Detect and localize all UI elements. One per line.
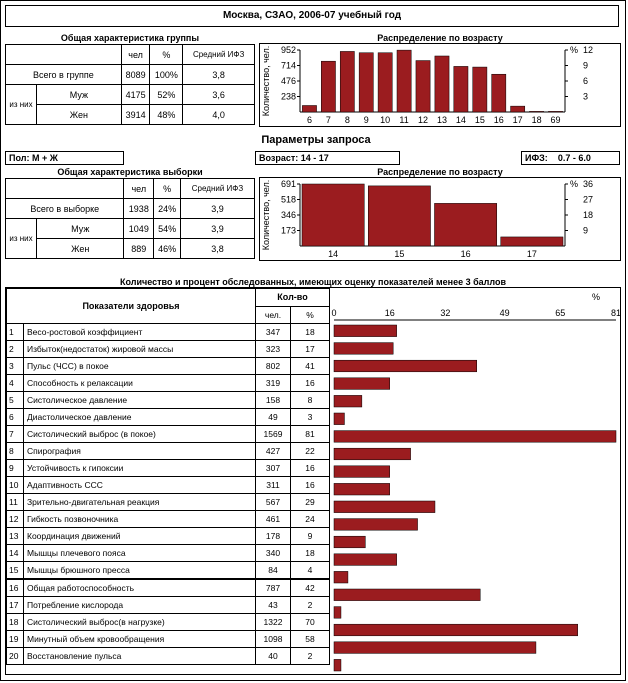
params-title: Параметры запроса: [261, 134, 371, 146]
age-chart-all-frame: [259, 43, 621, 127]
age-all-bar: [511, 106, 525, 112]
health-bar: [334, 466, 390, 478]
health-bar: [334, 325, 397, 337]
health-row-indicator: Систолический выброс(в нагрузке): [24, 614, 256, 631]
age-sample-bar: [302, 184, 364, 246]
age-sample-xtick-label: 15: [394, 249, 405, 259]
health-row: [7, 597, 330, 614]
age-chart-sample-frame: [259, 177, 621, 261]
age-all-y2tick-label: 6: [583, 76, 589, 86]
group-f-count: 3914: [121, 105, 150, 125]
health-xtick-label: 49: [499, 308, 510, 318]
age-sample-ytick-label: 346: [280, 210, 296, 220]
age-all-ytick-label: 714: [280, 60, 296, 71]
health-row: [7, 494, 330, 511]
age-all-y2tick-label: 3: [583, 91, 589, 102]
group-total-label: Всего в группе: [6, 65, 122, 85]
sample-total-pct: 24%: [154, 199, 181, 219]
age-all-xtick-label: 14: [455, 115, 466, 125]
health-bar: [334, 571, 348, 583]
health-table: [6, 288, 330, 665]
age-all-bar: [397, 50, 411, 112]
age-all-bar: [302, 105, 316, 112]
health-row: [7, 545, 330, 562]
health-row: [7, 375, 330, 392]
health-row-pct: 58: [291, 631, 330, 648]
health-row-number: 10: [7, 477, 24, 494]
sample-m-label: Муж: [37, 219, 124, 239]
health-row-pct: 18: [291, 324, 330, 341]
age-all-xtick-label: 9: [363, 115, 369, 125]
age-sample-xtick-label: 14: [328, 249, 339, 259]
health-row-count: 427: [256, 443, 291, 460]
health-row-pct: 16: [291, 460, 330, 477]
age-sample-y2tick-label: 18: [583, 210, 594, 220]
health-bar: [334, 378, 390, 390]
health-pct-unit: %: [592, 292, 601, 302]
group-f-pct: 48%: [150, 105, 183, 125]
health-bar: [334, 413, 344, 425]
param-ifz: [521, 151, 620, 165]
health-row-indicator: Избыток(недостаток) жировой массы: [24, 341, 256, 358]
health-row-pct: 29: [291, 494, 330, 511]
health-row-number: 12: [7, 511, 24, 528]
health-xtick-label: 65: [555, 308, 566, 318]
param-age: Возраст: 14 - 17: [255, 151, 400, 165]
age-sample-ylabel: Количество, чел.: [261, 179, 271, 251]
health-row-count: 1098: [256, 631, 291, 648]
health-row-count: 178: [256, 528, 291, 545]
age-all-xtick-label: 6: [306, 115, 312, 125]
health-row-number: 9: [7, 460, 24, 477]
age-all-xtick-label: 17: [512, 115, 523, 125]
health-bar: [334, 395, 362, 407]
sample-f-label: Жен: [37, 239, 124, 259]
health-bar: [334, 501, 435, 513]
sample-f-ifz: 3,8: [180, 239, 254, 259]
health-bar: [334, 642, 536, 654]
param-ifz-value: 0.7 - 6.0: [557, 153, 591, 163]
health-row-pct: 3: [291, 409, 330, 426]
age-all-xtick-label: 16: [493, 115, 504, 125]
age-all-bar: [473, 67, 487, 112]
health-row-indicator: Общая работоспособность: [24, 579, 256, 597]
age-all-ytick-label: 476: [280, 76, 296, 86]
age-sample-bar: [368, 186, 430, 246]
age-all-ytick-label: 238: [280, 91, 296, 102]
health-row-pct: 16: [291, 375, 330, 392]
group-m-label: Муж: [37, 85, 122, 105]
health-row-number: 3: [7, 358, 24, 375]
health-row: [7, 426, 330, 443]
health-row-indicator: Систолическое давление: [24, 392, 256, 409]
health-row-indicator: Устойчивость к гипоксии: [24, 460, 256, 477]
health-row-pct: 18: [291, 545, 330, 562]
age-sample-xtick-label: 16: [460, 249, 471, 259]
age-sample-y2tick-label: 36: [583, 179, 594, 189]
group-table: [5, 44, 255, 125]
age-all-xtick-label: 7: [325, 115, 331, 125]
age-sample-y2-unit: %: [570, 179, 579, 189]
health-row-count: 567: [256, 494, 291, 511]
health-row: [7, 341, 330, 358]
health-row-pct: 70: [291, 614, 330, 631]
health-xtick-label: 81: [610, 308, 622, 318]
health-row-indicator: Диастолическое давление: [24, 409, 256, 426]
age-all-xtick-label: 10: [380, 115, 391, 125]
health-h-indicator: Показатели здоровья: [7, 289, 256, 324]
health-xtick-label: 16: [384, 308, 395, 318]
health-h-count-n: чел.: [256, 306, 291, 324]
health-row-count: 802: [256, 358, 291, 375]
health-bar: [334, 483, 390, 495]
health-xtick-label: 0: [331, 308, 337, 318]
health-row-indicator: Потребление кислорода: [24, 597, 256, 614]
health-row-indicator: Минутный объем кровообращения: [24, 631, 256, 648]
health-row-number: 7: [7, 426, 24, 443]
sample-f-count: 889: [124, 239, 154, 259]
health-row: [7, 614, 330, 631]
health-row-indicator: Адаптивность ССС: [24, 477, 256, 494]
age-all-bar: [530, 111, 544, 112]
sample-total-ifz: 3,9: [180, 199, 254, 219]
age-sample-ytick-label: 518: [280, 194, 296, 205]
age-all-bar: [492, 74, 506, 112]
health-row-count: 49: [256, 409, 291, 426]
age-sample-bar: [501, 237, 563, 246]
sample-h-count: чел: [124, 179, 154, 199]
age-all-xtick-label: 15: [474, 115, 485, 125]
health-row: [7, 631, 330, 648]
group-m-ifz: 3,6: [183, 85, 255, 105]
health-row: [7, 511, 330, 528]
age-all-xtick-label: 11: [399, 115, 409, 125]
health-row-number: 5: [7, 392, 24, 409]
health-row-pct: 22: [291, 443, 330, 460]
health-row-indicator: Пульс (ЧСС) в покое: [24, 358, 256, 375]
health-row-pct: 24: [291, 511, 330, 528]
health-bar: [334, 536, 365, 548]
health-row: [7, 648, 330, 665]
health-row: [7, 392, 330, 409]
health-row-count: 40: [256, 648, 291, 665]
health-row-pct: 2: [291, 597, 330, 614]
health-row: [7, 324, 330, 341]
health-row-number: 14: [7, 545, 24, 562]
health-row-number: 6: [7, 409, 24, 426]
age-chart-all: [260, 44, 620, 126]
age-sample-ytick-label: 173: [280, 225, 296, 236]
health-row-count: 307: [256, 460, 291, 477]
age-chart-sample: [260, 178, 620, 260]
param-sex: Пол: М + Ж: [5, 151, 124, 165]
health-row-number: 17: [7, 597, 24, 614]
sample-table: [5, 178, 255, 259]
health-row-pct: 4: [291, 562, 330, 580]
health-row-indicator: Мышцы плечевого пояса: [24, 545, 256, 562]
sample-f-pct: 46%: [154, 239, 181, 259]
sample-total-count: 1938: [124, 199, 154, 219]
group-total-pct: 100%: [150, 65, 183, 85]
health-bar: [334, 659, 341, 671]
age-chart-all-title: Распределение по возрасту: [377, 33, 503, 43]
group-m-pct: 52%: [150, 85, 183, 105]
sample-m-ifz: 3,9: [180, 219, 254, 239]
health-h-count-pct: %: [291, 306, 330, 324]
health-row-indicator: Координация движений: [24, 528, 256, 545]
age-sample-xtick-label: 17: [526, 249, 537, 259]
health-bar: [334, 519, 418, 531]
group-f-ifz: 4,0: [183, 105, 255, 125]
health-row-indicator: Весо-ростовой коэффициент: [24, 324, 256, 341]
health-row-indicator: Зрительно-двигательная реакция: [24, 494, 256, 511]
age-all-xtick-label: 69: [550, 115, 561, 125]
age-all-y2-unit: %: [570, 45, 579, 55]
age-all-bar: [321, 61, 335, 112]
health-row-count: 43: [256, 597, 291, 614]
health-row-indicator: Систолический выброс (в покое): [24, 426, 256, 443]
age-all-bar: [548, 111, 562, 112]
age-sample-bar: [434, 203, 496, 246]
health-bar: [334, 607, 341, 619]
group-h-count: чел: [121, 45, 150, 65]
health-row-number: 13: [7, 528, 24, 545]
health-row-pct: 17: [291, 341, 330, 358]
age-all-y2tick-label: 9: [583, 60, 589, 71]
health-row-number: 11: [7, 494, 24, 511]
health-row-indicator: Спирография: [24, 443, 256, 460]
health-row: [7, 460, 330, 477]
age-all-bar: [378, 53, 392, 112]
sample-h-ifz: Средний ИФЗ: [180, 179, 254, 199]
sample-total-label: Всего в выборке: [6, 199, 124, 219]
age-chart-sample-title: Распределение по возрасту: [377, 167, 503, 177]
health-bar-chart: [330, 288, 620, 674]
health-row: [7, 528, 330, 545]
health-row: [7, 579, 330, 597]
age-all-ylabel: Количество, чел.: [261, 45, 271, 117]
group-of-them: из них: [6, 85, 37, 125]
age-all-xtick-label: 12: [418, 115, 429, 125]
age-sample-y2tick-label: 27: [583, 194, 594, 205]
health-row-number: 16: [7, 579, 24, 597]
group-h-ifz: Средний ИФЗ: [183, 45, 255, 65]
group-f-label: Жен: [37, 105, 122, 125]
age-all-xtick-label: 13: [436, 115, 447, 125]
age-all-bar: [359, 53, 373, 112]
age-sample-ytick-label: 691: [280, 179, 296, 189]
health-row-pct: 9: [291, 528, 330, 545]
health-row: [7, 443, 330, 460]
health-row-indicator: Мышцы брюшного пресса: [24, 562, 256, 580]
sample-of-them: из них: [6, 219, 37, 259]
health-row-count: 158: [256, 392, 291, 409]
sample-section-title: Общая характеристика выборки: [57, 167, 203, 177]
health-row-count: 319: [256, 375, 291, 392]
group-total-count: 8089: [121, 65, 150, 85]
age-all-y2tick-label: 12: [583, 45, 594, 55]
age-all-bar: [416, 61, 430, 112]
group-total-ifz: 3,8: [183, 65, 255, 85]
health-bar: [334, 360, 477, 372]
health-row-number: 19: [7, 631, 24, 648]
health-row-number: 20: [7, 648, 24, 665]
health-row-number: 18: [7, 614, 24, 631]
health-row-pct: 8: [291, 392, 330, 409]
health-h-count: Кол-во: [256, 289, 330, 307]
health-row: [7, 562, 330, 580]
health-row: [7, 358, 330, 375]
health-row-count: 340: [256, 545, 291, 562]
health-row-count: 787: [256, 579, 291, 597]
param-ifz-label: ИФЗ:: [525, 153, 548, 163]
health-row-pct: 16: [291, 477, 330, 494]
sample-h-pct: %: [154, 179, 181, 199]
health-row-indicator: Способность к релаксации: [24, 375, 256, 392]
group-h-pct: %: [150, 45, 183, 65]
health-row-indicator: Гибкость позвоночника: [24, 511, 256, 528]
health-row-pct: 81: [291, 426, 330, 443]
health-row-pct: 41: [291, 358, 330, 375]
group-section-title: Общая характеристика группы: [60, 33, 200, 43]
health-xtick-label: 32: [440, 308, 451, 318]
health-bar: [334, 624, 578, 636]
health-row-pct: 42: [291, 579, 330, 597]
health-row: [7, 409, 330, 426]
health-row-count: 347: [256, 324, 291, 341]
health-bar: [334, 431, 616, 443]
health-row-count: 311: [256, 477, 291, 494]
health-row: [7, 477, 330, 494]
sample-m-count: 1049: [124, 219, 154, 239]
age-all-bar: [340, 51, 354, 112]
age-all-bar: [454, 66, 468, 112]
sample-m-pct: 54%: [154, 219, 181, 239]
age-all-ytick-label: 952: [280, 45, 296, 55]
health-table-frame: [5, 287, 621, 675]
health-bar: [334, 343, 393, 355]
age-all-xtick-label: 18: [531, 115, 542, 125]
age-sample-y2tick-label: 9: [583, 225, 589, 236]
health-row-indicator: Восстановление пульса: [24, 648, 256, 665]
health-bar: [334, 448, 411, 460]
health-row-number: 1: [7, 324, 24, 341]
health-section-title: Количество и процент обследованных, имеющих оценку показателей менее 3 баллов: [119, 277, 507, 287]
age-all-bar: [435, 56, 449, 112]
health-row-count: 1569: [256, 426, 291, 443]
age-all-xtick-label: 8: [344, 115, 350, 125]
health-row-count: 1322: [256, 614, 291, 631]
report-title: Москва, СЗАО, 2006-07 учебный год: [5, 5, 619, 27]
health-row-number: 8: [7, 443, 24, 460]
health-row-count: 84: [256, 562, 291, 580]
health-row-count: 461: [256, 511, 291, 528]
health-bar: [334, 589, 480, 601]
health-bar: [334, 554, 397, 566]
health-row-pct: 2: [291, 648, 330, 665]
health-row-number: 15: [7, 562, 24, 580]
health-row-count: 323: [256, 341, 291, 358]
group-m-count: 4175: [121, 85, 150, 105]
health-row-number: 4: [7, 375, 24, 392]
health-row-number: 2: [7, 341, 24, 358]
